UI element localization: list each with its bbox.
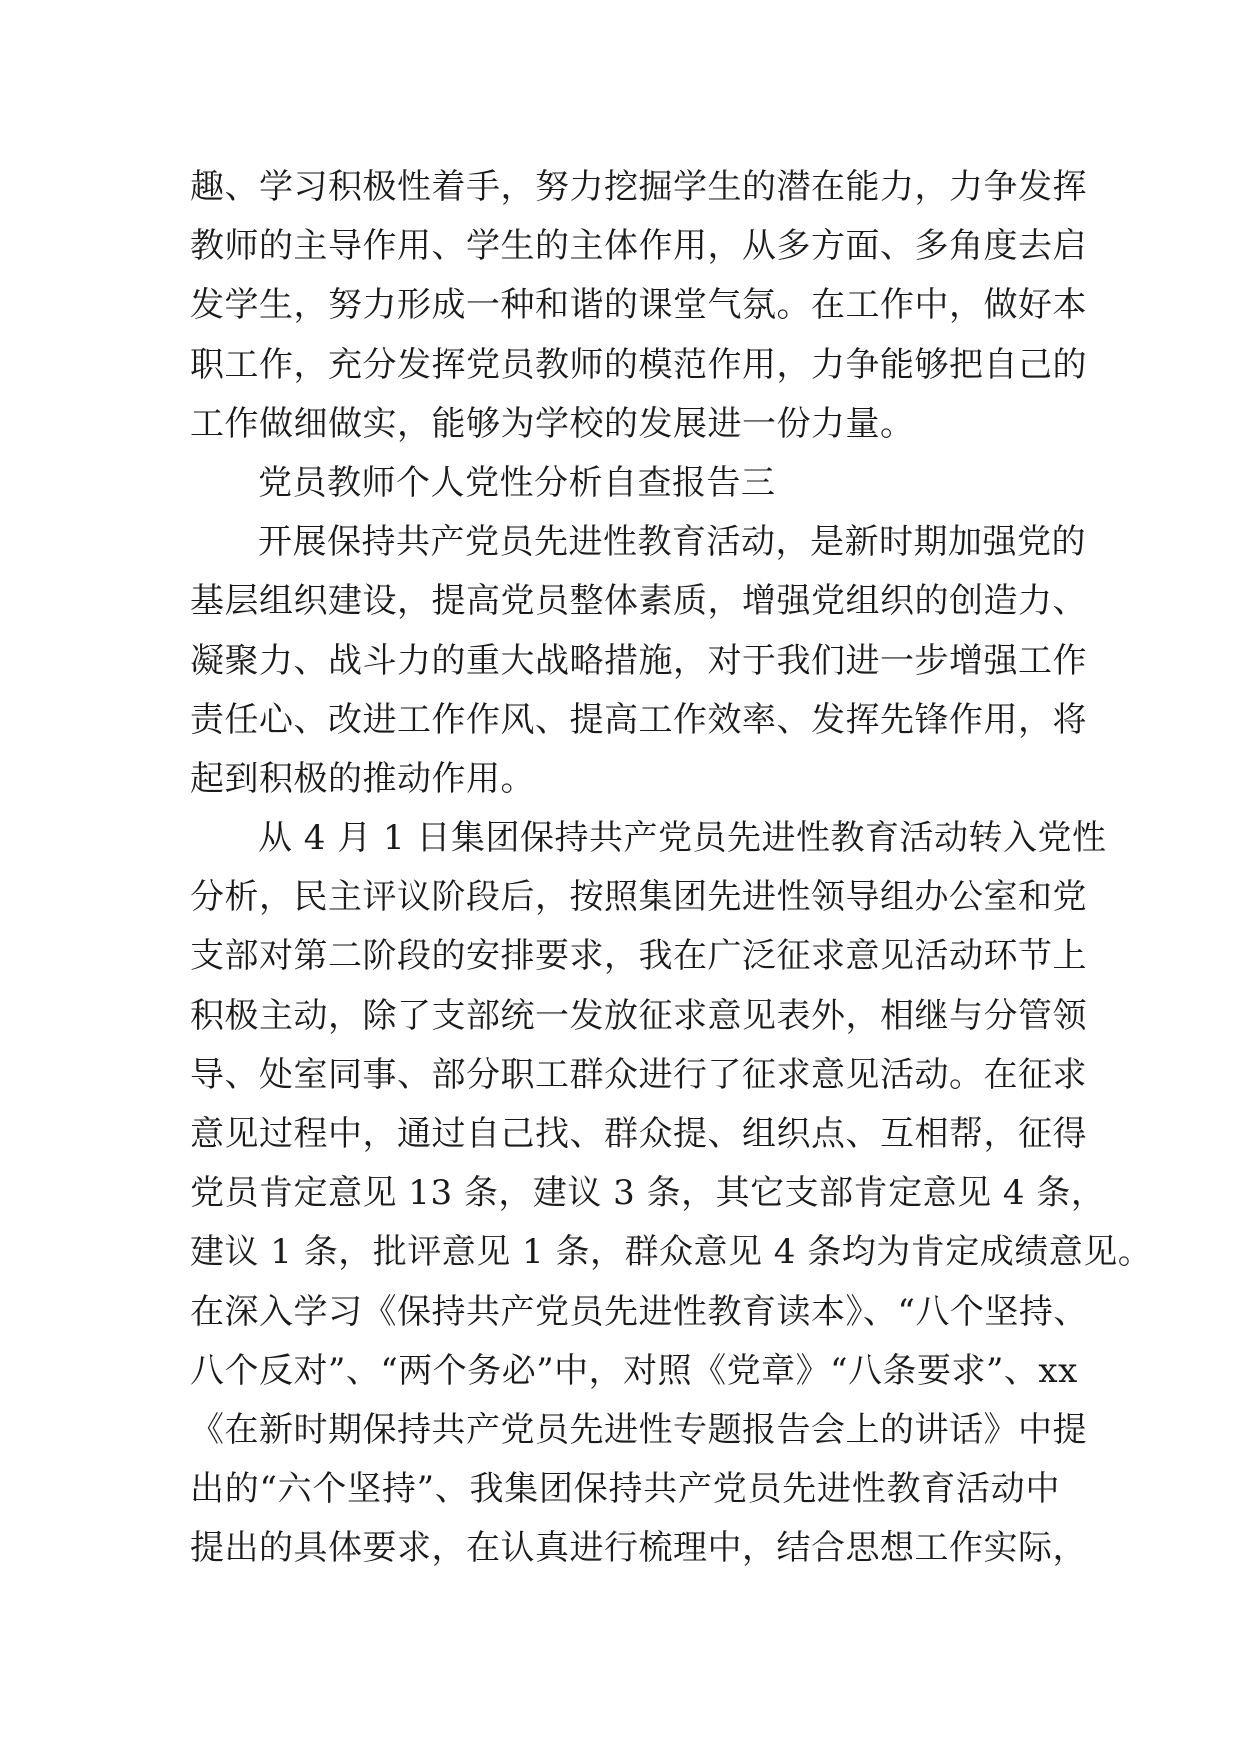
text-line: 职工作，充分发挥党员教师的模范作用，力争能够把自己的: [190, 344, 1087, 385]
text-line: 趣、学习积极性着手，努力挖掘学生的潜在能力，力争发挥: [190, 167, 1087, 207]
text-line: 导、处室同事、部分职工群众进行了征求意见活动。在征求: [190, 1054, 1087, 1095]
text-line: 凝聚力、战斗力的重大战略措施，对于我们进一步增强工作: [190, 640, 1087, 681]
text-line: 开展保持共产党员先进性教育活动，是新时期加强党的: [258, 522, 1086, 563]
document-page: [190, 158, 1153, 1579]
text-line: 发学生，努力形成一种和谐的课堂气氛。在工作中，做好本: [190, 285, 1087, 326]
text-line: 出的“六个坚持”、我集团保持共产党员先进性教育活动中: [190, 1469, 1060, 1510]
text-line: 积极主动，除了支部统一发放征求意见表外，相继与分管领: [190, 995, 1087, 1036]
text-line: 意见过程中，通过自己找、群众提、组织点、互相帮，征得: [190, 1114, 1087, 1154]
text-line: 提出的具体要求，在认真进行梳理中，结合思想工作实际，: [190, 1528, 1087, 1569]
text-line: 建议 1 条，批评意见 1 条，群众意见 4 条均为肯定成绩意见。: [190, 1232, 1153, 1273]
text-line: 分析，民主评议阶段后，按照集团先进性领导组办公室和党: [190, 877, 1087, 918]
section-heading: 党员教师个人党性分析自查报告三: [258, 462, 776, 503]
text-line: 教师的主导作用、学生的主体作用，从多方面、多角度去启: [190, 226, 1087, 267]
text-line: 八个反对”、“两个务必”中，对照《党章》“八条要求”、xx: [190, 1350, 1078, 1391]
text-line: 基层组织建设，提高党员整体素质，增强党组织的创造力、: [190, 581, 1087, 622]
text-line: 在深入学习《保持共产党员先进性教育读本》、“八个坚持、: [190, 1291, 1088, 1332]
text-line: 责任心、改进工作作风、提高工作效率、发挥先锋作用，将: [190, 699, 1087, 740]
text-line: 支部对第二阶段的安排要求，我在广泛征求意见活动环节上: [190, 936, 1087, 977]
text-line: 起到积极的推动作用。: [190, 758, 535, 799]
text-line: 从 4 月 1 日集团保持共产党员先进性教育活动转入党性: [258, 818, 1107, 859]
text-line: 工作做细做实，能够为学校的发展进一份力量。: [190, 403, 915, 444]
text-line: 党员肯定意见 13 条，建议 3 条，其它支部肯定意见 4 条，: [190, 1173, 1106, 1214]
text-line: 《在新时期保持共产党员先进性专题报告会上的讲话》中提: [190, 1409, 1087, 1450]
